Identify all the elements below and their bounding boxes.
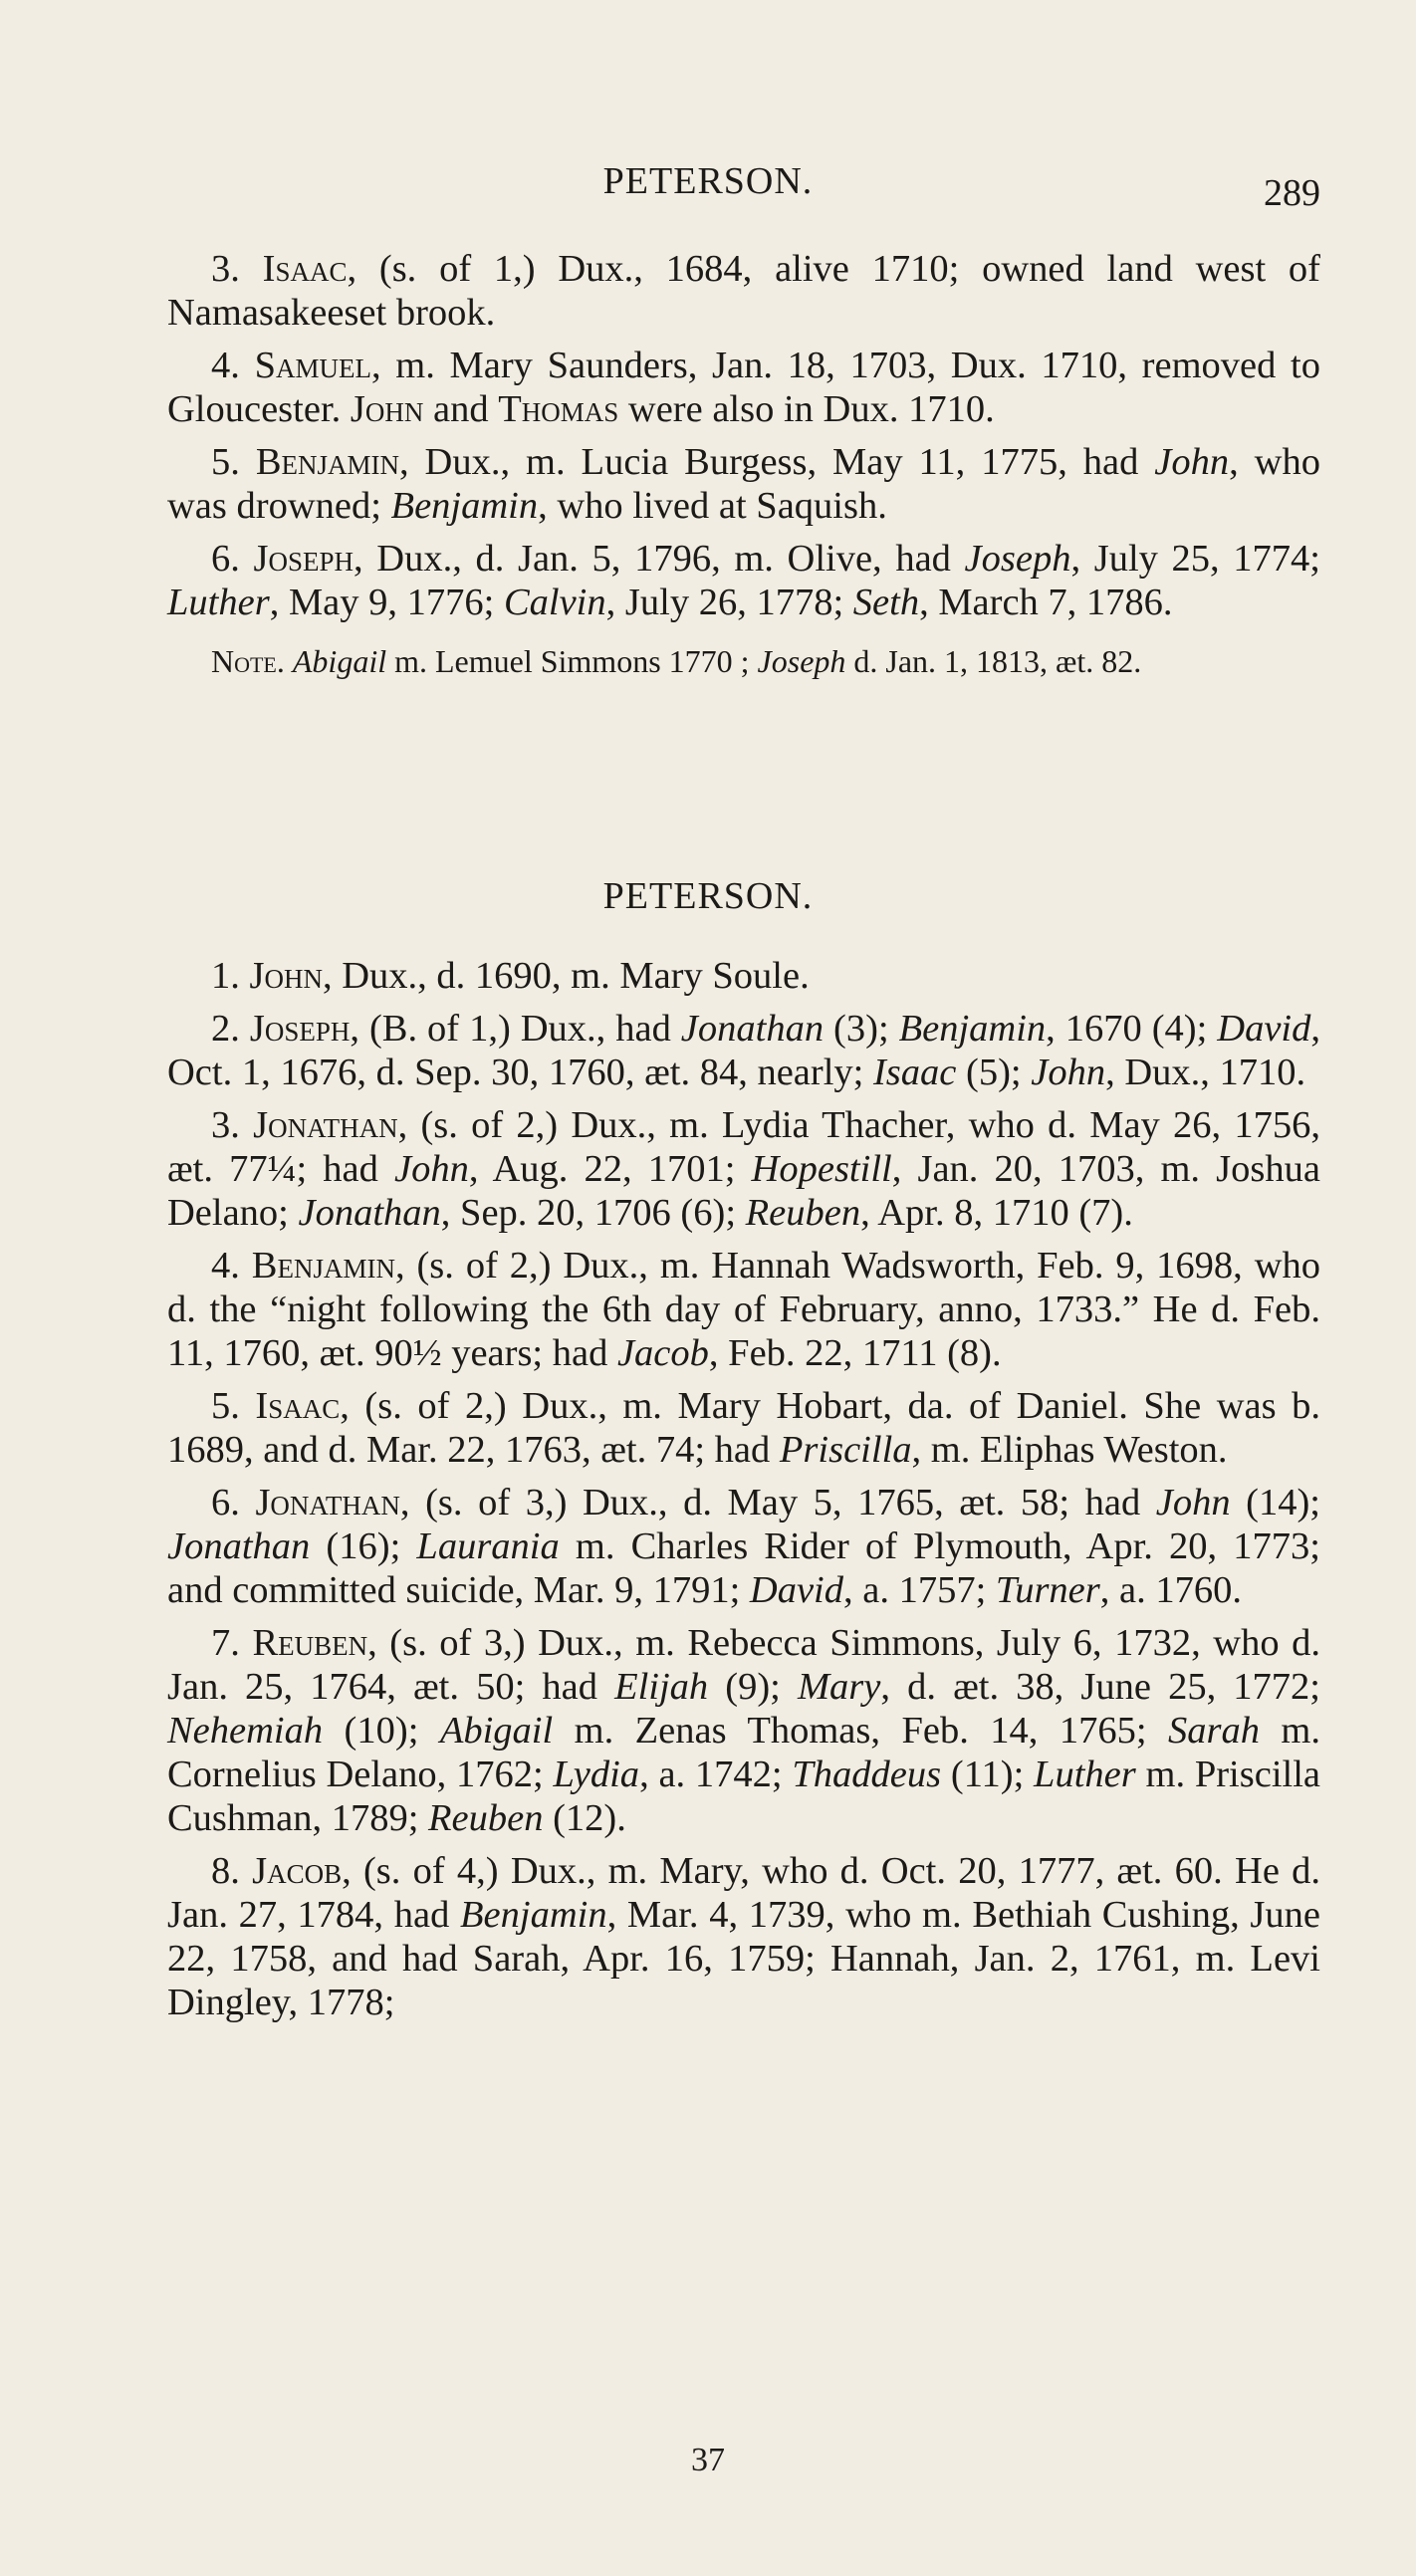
italic-run <box>1168 1710 1260 1752</box>
entry-text: , who was drowned; <box>167 441 1320 527</box>
italic-name: Luther <box>167 582 270 623</box>
genealogy-entry <box>167 344 1320 431</box>
entry-name: Benjamin <box>251 1245 395 1287</box>
entry-name: Jacob <box>252 1850 343 1892</box>
entry-number: 6. <box>211 538 240 580</box>
italic-run <box>1034 1754 1136 1795</box>
genealogy-entry <box>167 440 1320 528</box>
italic-name: David <box>749 1569 843 1611</box>
entry-text: and <box>423 388 499 430</box>
genealogy-entry <box>167 247 1320 335</box>
italic-run <box>798 1666 880 1708</box>
entry-text: , (s. of 2,) Dux., m. Hannah Wadsworth, Feb. 9, 1698, who d. the “night following the 6th day of February, anno, 1733.” He d. Feb. 11, 1760, æt. 90½ years; had <box>167 1245 1321 1374</box>
entry-text: m. Lemuel Simmons 1770 ; <box>386 643 758 679</box>
entry-text: , (s. of 3,) Dux., d. May 5, 1765, æt. 58; had <box>399 1482 1156 1523</box>
entry-text: , (B. of 1,) Dux., had <box>350 1008 681 1050</box>
entry-text: , (s. of 4,) Dux., m. Mary, who d. Oct. 20, 1777, æt. 60. He d. Jan. 27, 1784, had <box>167 1850 1321 1936</box>
italic-name: Abigail <box>439 1710 554 1752</box>
entry-text: (14); <box>1230 1482 1320 1523</box>
entry-text: , Aug. 22, 1701; <box>468 1148 752 1190</box>
entry-number: 5. <box>211 441 240 483</box>
italic-run <box>440 1710 553 1752</box>
entry-name: John <box>249 955 323 997</box>
italic-name: Mary <box>797 1666 881 1708</box>
entry-text: , Oct. 1, 1676, d. Sep. 30, 1760, æt. 84, nearly; <box>167 1008 1320 1093</box>
entry-text: , (s. of 2,) Dux., m. Lydia Thacher, who d. May 26, 1756, æt. 77¼; had <box>167 1104 1320 1190</box>
italic-name: Sarah <box>1167 1710 1260 1752</box>
small-caps-name: John <box>350 388 424 430</box>
italic-name: Abigail <box>292 643 387 679</box>
italic-run <box>1217 1008 1310 1050</box>
entry-text: , who lived at Saquish. <box>538 485 887 527</box>
entry-text: m. Charles Rider of Plymouth, Apr. 20, 1773; and committed suicide, Mar. 9, 1791; <box>167 1525 1321 1611</box>
italic-run <box>1031 1052 1105 1093</box>
entry-name: Isaac <box>262 248 348 290</box>
italic-run <box>750 1569 843 1611</box>
italic-run <box>428 1797 543 1839</box>
entry-number: 4. <box>211 345 240 386</box>
entry-text: , Feb. 22, 1711 (8). <box>708 1332 1002 1374</box>
entry-text: , July 25, 1774; <box>1070 538 1320 580</box>
entry-number: 2. <box>211 1008 240 1050</box>
italic-run <box>299 1192 441 1234</box>
entry-text: , (s. of 2,) Dux., m. Mary Hobart, da. of Daniel. She was b. 1689, and d. Mar. 22, 1763, æt. 74; had <box>167 1385 1320 1471</box>
entry-text: (5); <box>956 1052 1032 1093</box>
entry-name: Benjamin <box>255 441 399 483</box>
italic-name: Isaac <box>872 1052 957 1093</box>
italic-name: Priscilla <box>779 1429 912 1471</box>
entry-text: , Mar. 4, 1739, who m. Bethiah Cushing, June 22, 1758, and had Sarah, Apr. 16, 1759; Hannah, Jan. 2, 1761, m. Levi Dingley, 1778; <box>167 1894 1320 2023</box>
entry-name: Jonathan <box>253 1104 398 1146</box>
italic-name: Jonathan <box>167 1525 311 1567</box>
entry-text: , May 9, 1776; <box>269 582 504 623</box>
entry-text: , Apr. 8, 1710 (7). <box>860 1192 1133 1234</box>
section-2-entries <box>167 954 1320 2033</box>
entry-text: , m. Mary Saunders, Jan. 18, 1703, Dux. 1710, removed to Gloucester. <box>167 345 1321 430</box>
italic-run <box>853 582 919 623</box>
entry-number: 5. <box>211 1385 240 1427</box>
entry-name: Samuel <box>254 345 371 386</box>
note-label: Note. <box>211 643 285 679</box>
entry-text: , Sep. 20, 1706 (6); <box>440 1192 746 1234</box>
genealogy-entry <box>167 537 1320 624</box>
genealogy-entry <box>167 1481 1320 1612</box>
page-number: 289 <box>1264 172 1320 214</box>
entry-number: 8. <box>211 1850 240 1892</box>
italic-name: Reuben <box>428 1797 544 1839</box>
italic-name: Turner <box>995 1569 1100 1611</box>
italic-run <box>167 1525 310 1567</box>
italic-name: Jonathan <box>298 1192 441 1234</box>
italic-name: Lydia <box>553 1754 640 1795</box>
genealogy-entry <box>167 1621 1320 1840</box>
entry-text: , (s. of 1,) Dux., 1684, alive 1710; owned land west of Namasakeeset brook. <box>167 248 1320 334</box>
italic-name: Benjamin <box>390 485 539 527</box>
entry-text: , Dux., d. Jan. 5, 1796, m. Olive, had <box>354 538 965 580</box>
italic-name: John <box>1155 1482 1231 1523</box>
italic-run <box>746 1192 860 1234</box>
italic-name: John <box>1031 1052 1106 1093</box>
entry-number: 6. <box>211 1482 240 1523</box>
entry-number: 1. <box>211 955 240 997</box>
italic-name: David <box>1217 1008 1311 1050</box>
entry-text: m. Cornelius Delano, 1762; <box>167 1710 1320 1795</box>
entry-text: (3); <box>824 1008 899 1050</box>
genealogy-entry <box>167 1849 1320 2024</box>
entry-text: , March 7, 1786. <box>919 582 1173 623</box>
italic-name: Elijah <box>614 1666 709 1708</box>
section-1-entries <box>167 247 1320 691</box>
small-caps-name: Thomas <box>498 388 619 430</box>
italic-run <box>965 538 1071 580</box>
italic-name: Jonathan <box>680 1008 825 1050</box>
italic-name: Joseph <box>964 538 1071 580</box>
italic-run <box>752 1148 892 1190</box>
italic-run <box>899 1008 1047 1050</box>
italic-name: Joseph <box>757 643 846 679</box>
italic-run <box>416 1525 559 1567</box>
entry-text: (9); <box>708 1666 798 1708</box>
italic-name: John <box>1154 441 1230 483</box>
italic-name: Laurania <box>416 1525 560 1567</box>
italic-name: Nehemiah <box>167 1710 324 1752</box>
italic-name: Benjamin <box>460 1894 607 1936</box>
italic-run <box>554 1754 640 1795</box>
italic-name: Calvin <box>503 582 606 623</box>
italic-run <box>1154 441 1229 483</box>
entry-name: Isaac <box>255 1385 341 1427</box>
italic-name: Seth <box>852 582 920 623</box>
italic-run <box>614 1666 708 1708</box>
italic-run <box>792 1754 941 1795</box>
genealogy-entry <box>167 1244 1320 1375</box>
entry-text: , a. 1742; <box>639 1754 793 1795</box>
entry-text: , Dux., m. Lucia Burgess, May 11, 1775, had <box>399 441 1155 483</box>
italic-name: Jacob <box>616 1332 709 1374</box>
entry-text: , a. 1757; <box>842 1569 996 1611</box>
entry-name: Joseph <box>253 538 354 580</box>
italic-name: Thaddeus <box>792 1754 942 1795</box>
italic-run <box>293 643 386 679</box>
entry-text: were also in Dux. 1710. <box>618 388 995 430</box>
italic-run <box>460 1894 607 1936</box>
italic-name: John <box>394 1148 469 1190</box>
entry-text: , d. æt. 38, June 25, 1772; <box>880 1666 1320 1708</box>
italic-run <box>617 1332 709 1374</box>
entry-text: (16); <box>310 1525 417 1567</box>
entry-text: (10); <box>323 1710 440 1752</box>
italic-run <box>167 1710 323 1752</box>
signature-mark: 37 <box>691 2442 725 2478</box>
entry-name: Joseph <box>249 1008 351 1050</box>
italic-name: Benjamin <box>898 1008 1047 1050</box>
entry-text: , a. 1760. <box>1099 1569 1242 1611</box>
entry-text: , Dux., d. 1690, m. Mary Soule. <box>322 955 810 997</box>
entry-text: m. Zenas Thomas, Feb. 14, 1765; <box>553 1710 1168 1752</box>
running-title: PETERSON. <box>602 160 814 202</box>
italic-name: Luther <box>1034 1754 1136 1795</box>
entry-text: m. Priscilla Cushman, 1789; <box>167 1754 1320 1839</box>
genealogy-entry <box>167 1103 1320 1235</box>
genealogy-entry <box>167 1007 1320 1094</box>
italic-run <box>873 1052 956 1093</box>
italic-run <box>394 1148 469 1190</box>
entry-name: Jonathan <box>255 1482 400 1523</box>
entry-name: Reuben <box>252 1622 368 1664</box>
italic-run <box>167 582 270 623</box>
entry-text: d. Jan. 1, 1813, æt. 82. <box>845 643 1142 679</box>
italic-run <box>758 643 846 679</box>
italic-run <box>391 485 539 527</box>
entry-text: , m. Eliphas Weston. <box>911 1429 1228 1471</box>
entry-number: 3. <box>211 1104 240 1146</box>
entry-text: , 1670 (4); <box>1046 1008 1218 1050</box>
entry-text: , (s. of 3,) Dux., m. Rebecca Simmons, July 6, 1732, who d. Jan. 25, 1764, æt. 50; had <box>167 1622 1320 1708</box>
entry-text: (12). <box>543 1797 626 1839</box>
italic-run <box>1156 1482 1231 1523</box>
italic-run <box>504 582 606 623</box>
entry-text: (11); <box>941 1754 1035 1795</box>
entry-text: , Dux., 1710. <box>1105 1052 1306 1093</box>
entry-text: , Jan. 20, 1703, m. Joshua Delano; <box>167 1148 1320 1234</box>
section-title: PETERSON. <box>602 875 814 917</box>
entry-number: 4. <box>211 1245 240 1287</box>
italic-run <box>780 1429 912 1471</box>
entry-number: 3. <box>211 248 240 290</box>
italic-run <box>681 1008 824 1050</box>
note-paragraph <box>167 640 1320 682</box>
genealogy-entry <box>167 954 1320 998</box>
italic-name: Reuben <box>745 1192 861 1234</box>
italic-name: Hopestill <box>751 1148 892 1190</box>
entry-number: 7. <box>211 1622 240 1664</box>
italic-run <box>996 1569 1100 1611</box>
genealogy-entry <box>167 1384 1320 1472</box>
entry-text: , July 26, 1778; <box>605 582 853 623</box>
